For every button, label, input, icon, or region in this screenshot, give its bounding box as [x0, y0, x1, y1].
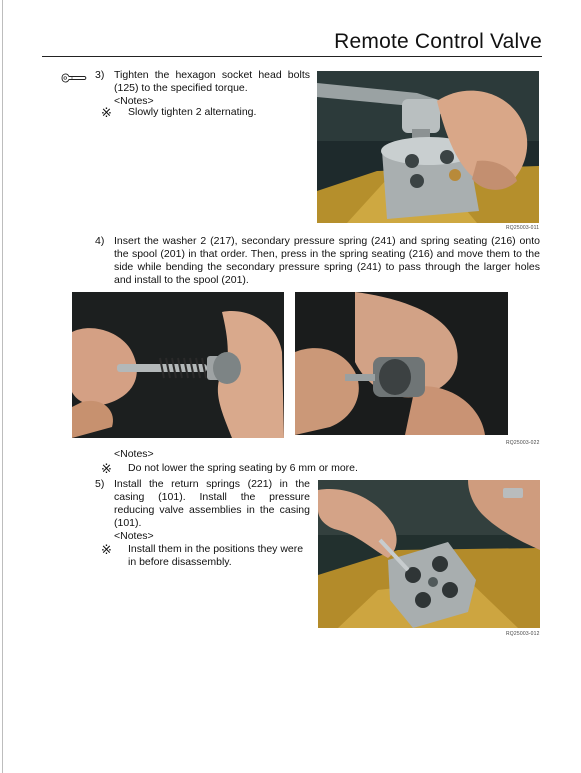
step-3-note: Slowly tighten 2 alternating. — [128, 106, 257, 118]
step-4-text — [114, 235, 540, 287]
step-3-line-2: (125) to the specified torque. — [114, 82, 248, 94]
step-5-notes-label: <Notes> — [114, 530, 154, 542]
spring-assembly-photo-left — [72, 292, 284, 438]
header-divider — [42, 56, 542, 57]
page-edge-line — [2, 0, 3, 773]
step-5-text — [114, 478, 310, 543]
step-5-number: 5) — [95, 478, 105, 490]
step-4-notes-label: <Notes> — [114, 448, 154, 460]
photo-caption-2: RQ25003-022 — [506, 440, 540, 446]
wrench-icon — [60, 71, 88, 85]
step-5-line-4: (101). — [114, 517, 142, 529]
torque-wrench-photo — [317, 71, 539, 223]
step-5-line-3: reducing valve assemblies in the casing — [114, 504, 310, 516]
reference-mark: ※ — [101, 461, 112, 476]
step-5-note-line-1: Install them in the positions they were — [128, 543, 304, 555]
page-title: Remote Control Valve — [334, 30, 542, 53]
step-4-number: 4) — [95, 235, 105, 247]
step-5-note-line-2: in before disassembly. — [128, 556, 232, 568]
step-3-number: 3) — [95, 69, 105, 81]
spring-assembly-photo-right — [295, 292, 508, 435]
step-3-line-1: Tighten the hexagon socket head bolts — [114, 69, 310, 81]
valve-casing-photo — [318, 480, 540, 628]
photo-caption-3: RQ25003-012 — [506, 631, 540, 637]
step-4-line-4: and install to the spool (201). — [114, 274, 249, 286]
step-3-notes-label: <Notes> — [114, 95, 154, 107]
step-5-line-2: casing (101). Install the pressure — [114, 491, 310, 503]
step-4-note: Do not lower the spring seating by 6 mm or more. — [128, 462, 358, 474]
step-4-line-3: side while bending the secondary pressure spring (241) to pass through the larger holes — [114, 261, 540, 273]
step-4-line-1: Insert the washer 2 (217), secondary pressure spring (241) and spring seating (216) onto — [114, 235, 540, 247]
step-4-line-2: the spool (201) in that order. Then, press in the spring seating (216) and move them to the — [114, 248, 540, 260]
step-5-note — [128, 543, 312, 569]
reference-mark: ※ — [101, 105, 112, 120]
step-3-text — [114, 69, 310, 108]
photo-caption-1: RQ25003-011 — [506, 225, 540, 231]
reference-mark: ※ — [101, 542, 112, 557]
step-5-line-1: Install the return springs (221) in the — [114, 478, 310, 490]
